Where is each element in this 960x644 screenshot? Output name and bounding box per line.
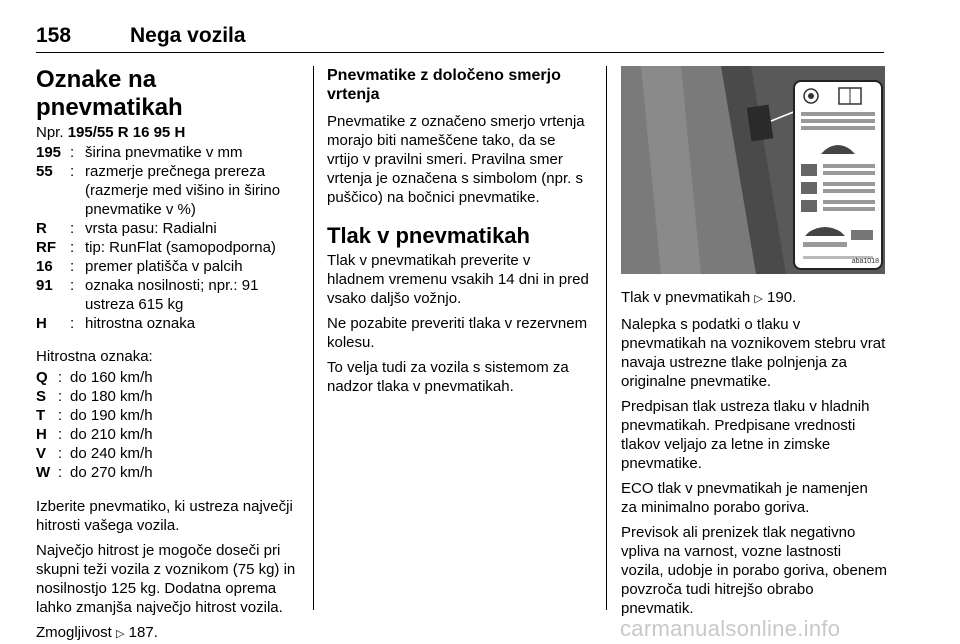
example-code: 195/55 R 16 95 H: [67, 124, 186, 141]
section-title: Nega vozila: [130, 24, 246, 47]
speed-row: Q : do 160 km/h: [36, 369, 153, 386]
tire-pressure-label-figure: [621, 66, 885, 274]
reference-arrow-icon: ▷: [116, 628, 125, 640]
column-left: [36, 66, 300, 644]
page-header: [36, 22, 884, 53]
speed-row: W : do 270 km/h: [36, 464, 153, 481]
definition-row: 195 : širina pnevmatike v mm: [36, 144, 243, 161]
speed-row: H : do 210 km/h: [36, 426, 153, 443]
page-link[interactable]: 190.: [767, 289, 797, 306]
paragraph: Predpisan tlak ustreza tlaku v hladnih pnevmatikah. Predpisane vrednosti tlakov veljajo za letne in zimske pnevmatike.: [621, 398, 870, 472]
tire-pressure-heading: Tlak v pnevmatikah: [327, 223, 530, 248]
definition-list: [36, 143, 300, 333]
paragraph: Pnevmatike z označeno smerjo vrtenja morajo biti nameščene tako, da se vrtijo v pravilni smeri. Pravilna smer vrtenja je označena s simbolom (npr. s puščico) na bočnici pnevmatike.: [327, 113, 585, 206]
speed-list: [36, 368, 300, 482]
tire-markings-heading: Oznake na pnevmatikah: [36, 66, 183, 121]
definition-row: 91 : oznaka nosilnosti; npr.: 91 ustreza 615 kg: [36, 277, 259, 313]
example-prefix: Npr.: [36, 124, 64, 141]
paragraph: Največjo hitrost je mogoče doseči pri skupni teži vozila z voznikom (75 kg) in nosilnostjo 125 kg. Dodatna oprema lahko zmanjša največjo hitrost vozila.: [36, 542, 296, 616]
paragraph: To velja tudi za vozila s sistemom za nadzor tlaka v pnevmatikah.: [327, 359, 569, 395]
paragraph: Tlak v pnevmatikah preverite v hladnem vremenu vsakih 14 dni in pred vsako daljšo vožnjo.: [327, 252, 589, 307]
page-link[interactable]: 187.: [128, 624, 158, 641]
paragraph: Previsok ali prenizek tlak negativno vpliva na varnost, vozne lastnosti vozila, udobje in porabo goriva, obenem povzroča tudi hitrejšo obrabo pnevmatik.: [621, 524, 888, 617]
page-number: 158: [36, 24, 72, 47]
watermark: carmanualsonline.info: [620, 616, 841, 641]
speed-rating-title: Hitrostna oznaka:: [36, 348, 153, 365]
reference-arrow-icon: ▷: [754, 293, 763, 305]
paragraph: ECO tlak v pnevmatikah je namenjen za minimalno porabo goriva.: [621, 480, 868, 516]
cross-reference: Zmogljivost ▷ 187.: [36, 624, 158, 641]
paragraph: Nalepka s podatki o tlaku v pnevmatikah na voznikovem stebru vrat navaja ustrezne tlake polnjenja za originalne pnevmatike.: [621, 316, 886, 390]
definition-row: R : vrsta pasu: Radialni: [36, 220, 217, 237]
figure-id: aba1018: [851, 258, 879, 265]
directional-tires-heading: Pnevmatike z določeno smerjo vrtenja: [327, 67, 561, 103]
definition-row: 16 : premer platišča v palcih: [36, 258, 243, 275]
column-right: [621, 66, 887, 618]
speed-row: T : do 190 km/h: [36, 407, 153, 424]
example-line: [36, 123, 300, 142]
cross-reference: Tlak v pnevmatikah ▷ 190.: [621, 289, 797, 306]
definition-row: 55 : razmerje prečnega prereza (razmerje med višino in širino pnevmatike v %): [36, 163, 281, 218]
tire-placard: [793, 80, 883, 270]
definition-row: H : hitrostna oznaka: [36, 315, 196, 332]
paragraph: Izberite pnevmatiko, ki ustreza največji hitrosti vašega vozila.: [36, 498, 293, 534]
column-divider: [606, 66, 607, 610]
paragraph: Ne pozabite preveriti tlaka v rezervnem kolesu.: [327, 315, 588, 351]
tire-placard-graphic: [795, 82, 881, 268]
column-divider: [313, 66, 314, 610]
definition-row: RF : tip: RunFlat (samopodporna): [36, 239, 276, 256]
speed-row: S : do 180 km/h: [36, 388, 153, 405]
column-middle: [327, 66, 591, 396]
speed-row: V : do 240 km/h: [36, 445, 153, 462]
